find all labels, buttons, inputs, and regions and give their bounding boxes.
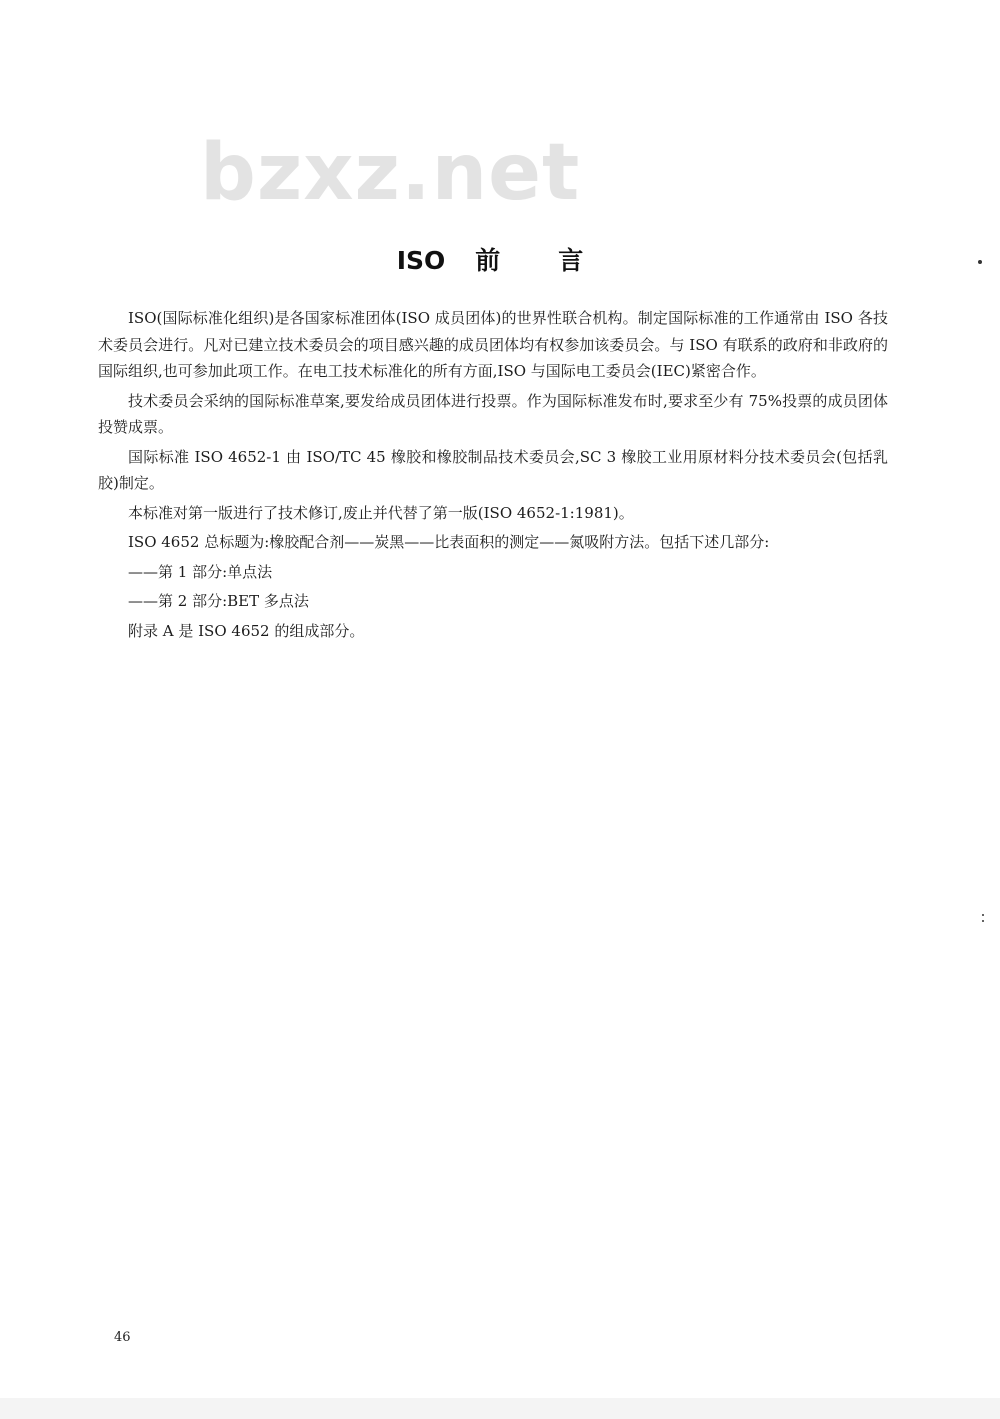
page-number: 46 xyxy=(114,1330,131,1345)
paragraph-voting: 技术委员会采纳的国际标准草案,要发给成员团体进行投票。作为国际标准发布时,要求至少有 75%投票的成员团体投赞成票。 xyxy=(98,391,888,436)
list-item-part-1: ——第 1 部分:单点法 xyxy=(128,562,273,581)
page-title xyxy=(0,243,980,279)
paragraph-prepared-by: 国际标准 ISO 4652-1 由 ISO/TC 45 橡胶和橡胶制品技术委员会,SC 3 橡胶工业用原材料分技术委员会(包括乳胶)制定。 xyxy=(98,447,888,492)
title-qian: 前 xyxy=(475,246,501,275)
paragraph-revision: 本标准对第一版进行了技术修订,废止并代替了第一版(ISO 4652-1:1981)。 xyxy=(128,503,634,522)
scan-bottom-edge xyxy=(0,1398,1000,1419)
paragraph-annex: 附录 A 是 ISO 4652 的组成部分。 xyxy=(128,621,365,640)
scan-speck xyxy=(978,260,982,264)
scan-speck xyxy=(982,914,984,916)
body-text xyxy=(98,305,888,647)
scan-speck xyxy=(982,920,984,922)
paragraph-general-title: ISO 4652 总标题为:橡胶配合剂——炭黑——比表面积的测定——氮吸附方法。包括下述几部分: xyxy=(128,533,770,551)
watermark: bzxz.net xyxy=(200,128,581,218)
list-item-part-2: ——第 2 部分:BET 多点法 xyxy=(128,592,309,610)
paragraph-iso-intro: ISO(国际标准化组织)是各国家标准团体(ISO 成员团体)的世界性联合机构。制定国际标准的工作通常由 ISO 各技术委员会进行。凡对已建立技术委员会的项目感兴趣的成员团体均有权参加该委员会。与 ISO 有联系的政府和非政府的国际组织,也可参加此项工作。在电工技术标准化的所有方面,ISO 与国际电工委员会(IEC)紧密合作。 xyxy=(98,309,888,380)
title-yan: 言 xyxy=(558,246,584,275)
title-iso: ISO xyxy=(396,246,446,275)
